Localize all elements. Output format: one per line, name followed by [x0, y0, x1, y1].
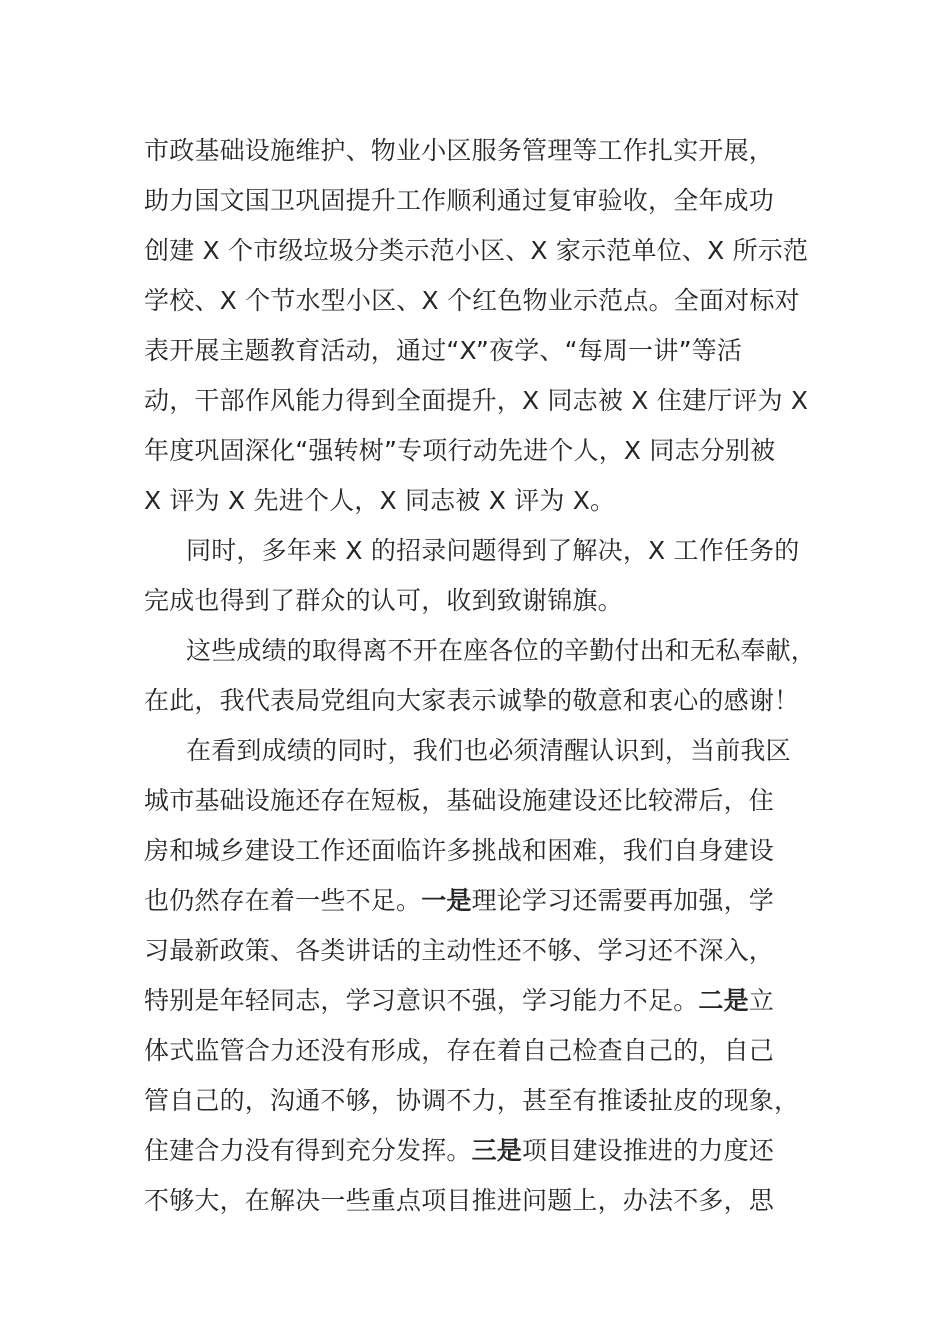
- text-line: [144, 876, 844, 926]
- text-line: 年度巩固深化“强转树”专项行动先进个人，X 同志分别被: [144, 436, 776, 465]
- paragraph-start-line: 这些成绩的取得离不开在座各位的辛勤付出和无私奉献，: [186, 636, 817, 665]
- text-line: 创建 X 个市级垃圾分类示范小区、X 家示范单位、X 所示范: [144, 236, 809, 265]
- text-line: 完成也得到了群众的认可，收到致谢锦旗。: [144, 586, 623, 615]
- text-line: 不够大，在解决一些重点项目推进问题上，办法不多，思: [144, 1186, 775, 1215]
- bold-marker: 三是: [471, 1136, 523, 1165]
- text-line: 学校、X 个节水型小区、X 个红色物业示范点。全面对标对: [144, 286, 800, 315]
- text-line: 城市基础设施还存在短板，基础设施建设还比较滞后，住: [144, 786, 775, 815]
- text-segment: 项目建设推进的力度还: [522, 1136, 775, 1165]
- text-line: [144, 1126, 844, 1176]
- text-line: 市政基础设施维护、物业小区服务管理等工作扎实开展，: [144, 136, 775, 165]
- text-line: 习最新政策、各类讲话的主动性还不够、学习还不深入，: [144, 936, 775, 965]
- text-segment: 也仍然存在着一些不足。: [144, 886, 422, 915]
- bold-marker: 二是: [698, 986, 749, 1015]
- text-segment: 立: [748, 986, 775, 1015]
- text-line: 体式监管合力还没有形成，存在着自己检查自己的，自己: [144, 1036, 775, 1065]
- paragraph-start-line: 在看到成绩的同时，我们也必须清醒认识到，当前我区: [186, 736, 791, 765]
- paragraph-start-line: 同时，多年来 X 的招录问题得到了解决，X 工作任务的: [186, 536, 800, 565]
- text-line: 在此，我代表局党组向大家表示诚挚的敬意和衷心的感谢！: [144, 686, 800, 715]
- text-line: 动，干部作风能力得到全面提升，X 同志被 X 住建厅评为 X: [144, 386, 809, 415]
- text-line: [144, 976, 844, 1026]
- text-line: 房和城乡建设工作还面临许多挑战和困难，我们自身建设: [144, 836, 775, 865]
- text-segment: 特别是年轻同志，学习意识不强，学习能力不足。: [144, 986, 699, 1015]
- body-text: [144, 126, 844, 1226]
- text-line: 助力国文国卫巩固提升工作顺利通过复审验收，全年成功: [144, 186, 775, 215]
- text-line: X 评为 X 先进个人，X 同志被 X 评为 X。: [144, 486, 616, 515]
- bold-marker: 一是: [421, 886, 472, 915]
- text-segment: 住建合力没有得到充分发挥。: [144, 1136, 472, 1165]
- text-segment: 理论学习还需要再加强，学: [471, 886, 775, 915]
- text-line: 管自己的，沟通不够，协调不力，甚至有推诿扯皮的现象，: [144, 1086, 800, 1115]
- text-line: 表开展主题教育活动，通过“X”夜学、“每周一讲”等活: [144, 336, 743, 365]
